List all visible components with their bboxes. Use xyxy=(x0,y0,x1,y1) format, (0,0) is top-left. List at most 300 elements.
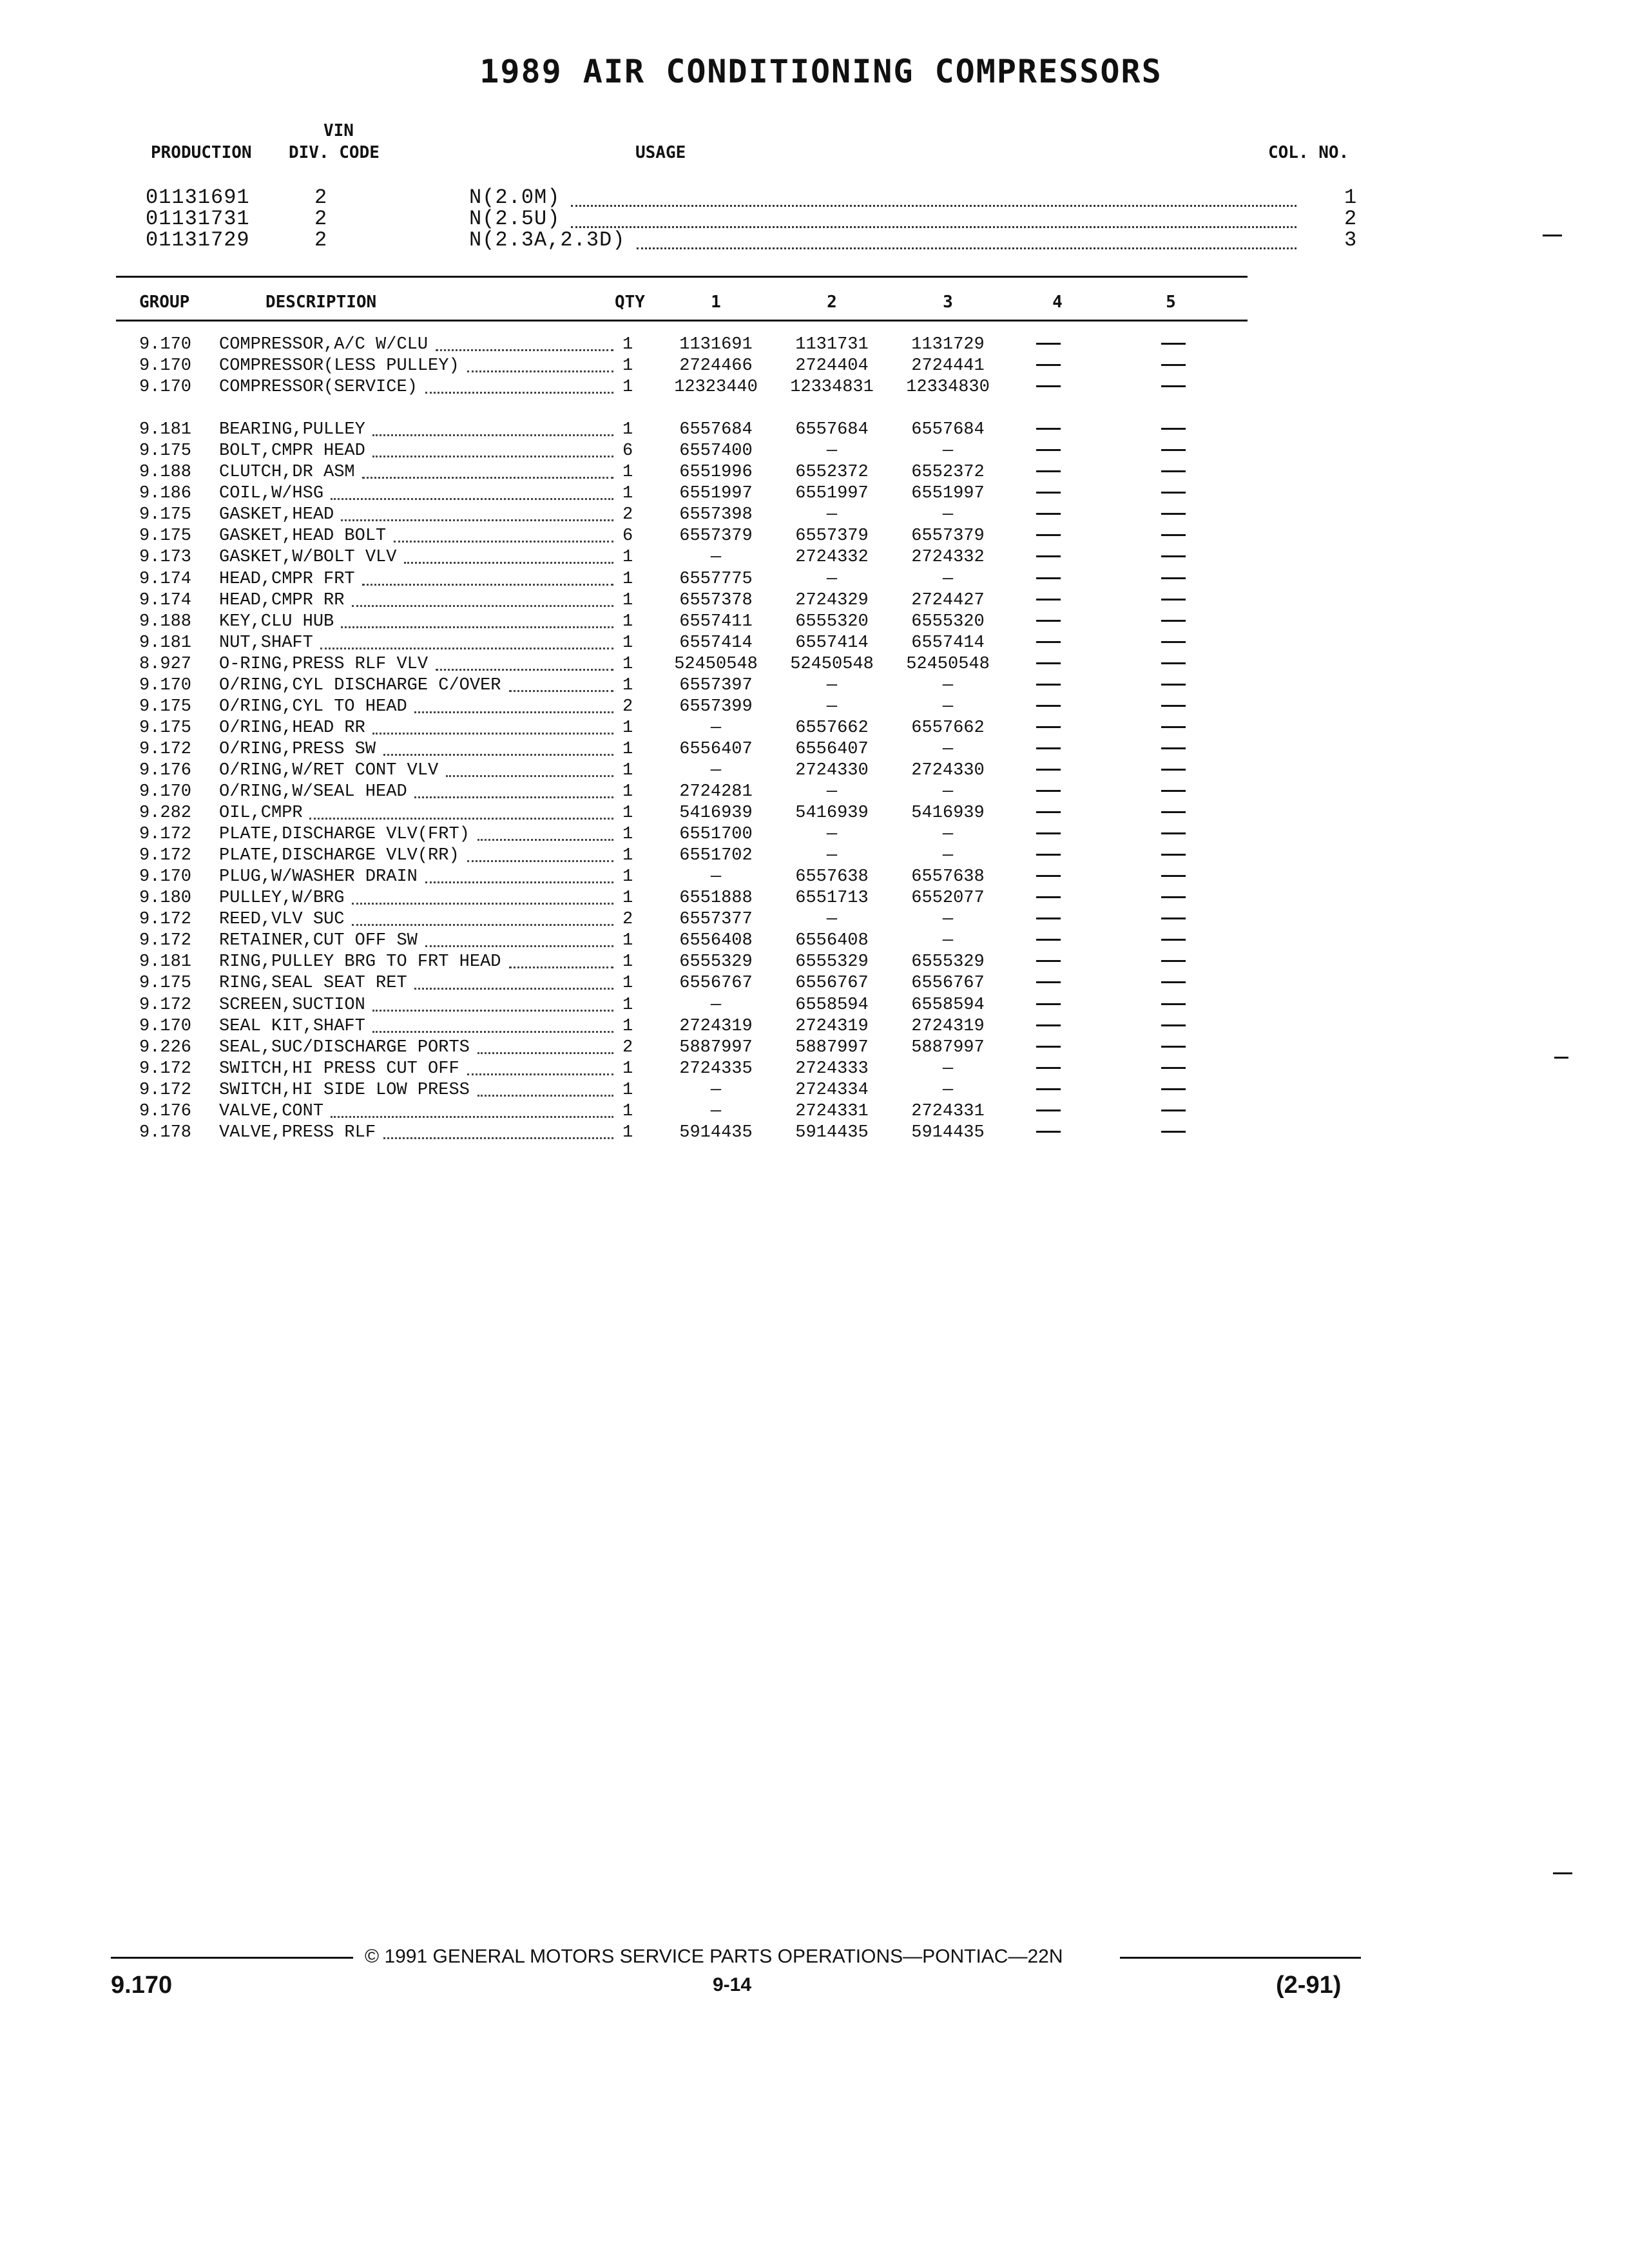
group-cell: 9.170 xyxy=(139,378,192,397)
col-5-empty-dash xyxy=(1151,1017,1196,1036)
col-5-empty-dash xyxy=(1151,378,1196,397)
group-cell: 9.188 xyxy=(139,612,192,631)
table-row xyxy=(0,356,1629,378)
group-cell: 9.181 xyxy=(139,420,192,439)
col-1-part-number: 2724335 xyxy=(679,1059,753,1079)
col-1-part-number: 52450548 xyxy=(674,655,758,674)
description-cell: O/RING,PRESS SW xyxy=(219,740,376,759)
qty-cell: 1 xyxy=(622,335,633,354)
usage-production-code: 01131731 xyxy=(146,207,250,231)
table-row xyxy=(0,526,1629,548)
col-2-part-number: 2724319 xyxy=(795,1017,869,1036)
col-1-part-number: — xyxy=(710,718,722,738)
dot-leader xyxy=(372,733,613,735)
col-4-empty-dash xyxy=(1026,718,1071,738)
col-2-part-number: 6555329 xyxy=(795,952,869,972)
col-1-header: 1 xyxy=(711,293,721,312)
qty-cell: 1 xyxy=(622,782,633,802)
description-cell: SEAL,SUC/DISCHARGE PORTS xyxy=(219,1038,470,1057)
div-code-header: DIV. CODE xyxy=(289,143,380,162)
col-1-part-number: 5416939 xyxy=(679,803,753,823)
qty-cell: 1 xyxy=(622,889,633,908)
dot-leader xyxy=(352,924,613,926)
col-2-part-number: 6556767 xyxy=(795,974,869,993)
col-4-empty-dash xyxy=(1026,1059,1071,1079)
table-row xyxy=(0,505,1629,526)
description-cell: VALVE,CONT xyxy=(219,1102,324,1121)
dot-leader xyxy=(372,1010,613,1012)
col-2-part-number: 2724331 xyxy=(795,1102,869,1121)
col-4-empty-dash xyxy=(1026,633,1071,653)
table-row xyxy=(0,612,1629,633)
qty-cell: 1 xyxy=(622,570,633,589)
description-cell: COIL,W/HSG xyxy=(219,484,324,503)
description-cell: COMPRESSOR(LESS PULLEY) xyxy=(219,356,459,376)
col-1-part-number: 6557414 xyxy=(679,633,753,653)
description-cell: O/RING,W/RET CONT VLV xyxy=(219,761,439,780)
dot-leader xyxy=(414,988,613,990)
col-3-part-number: 6557414 xyxy=(911,633,985,653)
description-cell: HEAD,CMPR RR xyxy=(219,591,345,610)
col-2-part-number: 6551997 xyxy=(795,484,869,503)
col-4-empty-dash xyxy=(1026,825,1071,844)
col-4-empty-dash xyxy=(1026,761,1071,780)
col-1-part-number: 6557377 xyxy=(679,910,753,929)
qty-cell: 1 xyxy=(622,952,633,972)
description-cell: RETAINER,CUT OFF SW xyxy=(219,931,418,950)
table-row xyxy=(0,697,1629,718)
qty-cell: 6 xyxy=(622,441,633,461)
description-cell: O/RING,W/SEAL HEAD xyxy=(219,782,407,802)
col-4-empty-dash xyxy=(1026,867,1071,887)
description-cell: NUT,SHAFT xyxy=(219,633,313,653)
group-cell: 9.175 xyxy=(139,441,192,461)
col-3-part-number: 2724330 xyxy=(911,761,985,780)
col-5-empty-dash xyxy=(1151,1123,1196,1142)
col-5-empty-dash xyxy=(1151,846,1196,865)
description-cell: SWITCH,HI SIDE LOW PRESS xyxy=(219,1081,470,1100)
col-2-part-number: — xyxy=(826,676,838,695)
col-2-part-number: 5887997 xyxy=(795,1038,869,1057)
qty-cell: 1 xyxy=(622,655,633,674)
group-cell: 9.226 xyxy=(139,1038,192,1057)
table-row xyxy=(0,1059,1629,1081)
dot-leader xyxy=(509,690,613,692)
group-cell: 9.170 xyxy=(139,335,192,354)
section-number: 9.170 xyxy=(111,1972,173,1999)
col-4-empty-dash xyxy=(1026,505,1071,524)
group-cell: 9.181 xyxy=(139,633,192,653)
dot-leader xyxy=(571,205,1296,207)
qty-cell: 1 xyxy=(622,931,633,950)
col-2-header: 2 xyxy=(827,293,837,312)
col-2-part-number: — xyxy=(826,505,838,524)
dot-leader xyxy=(383,754,614,756)
qty-cell: 1 xyxy=(622,740,633,759)
col-1-part-number: 6555329 xyxy=(679,952,753,972)
col-4-empty-dash xyxy=(1026,740,1071,759)
description-cell: O/RING,CYL TO HEAD xyxy=(219,697,407,716)
description-cell: PLATE,DISCHARGE VLV(FRT) xyxy=(219,825,470,844)
col-3-part-number: — xyxy=(942,697,954,716)
group-column-header: GROUP xyxy=(139,293,190,312)
qty-cell: 1 xyxy=(622,1081,633,1100)
col-3-part-number: 6557379 xyxy=(911,526,985,546)
dot-leader xyxy=(362,477,613,479)
usage-header: USAGE xyxy=(635,143,686,162)
col-3-part-number: — xyxy=(942,846,954,865)
description-cell: BOLT,CMPR HEAD xyxy=(219,441,365,461)
col-4-empty-dash xyxy=(1026,1123,1071,1142)
col-4-empty-dash xyxy=(1026,378,1071,397)
col-4-empty-dash xyxy=(1026,1038,1071,1057)
dot-leader xyxy=(341,519,613,521)
dot-leader xyxy=(331,498,613,500)
group-cell: 9.172 xyxy=(139,1059,192,1079)
dot-leader xyxy=(425,881,613,883)
table-row xyxy=(0,1123,1629,1144)
col-3-part-number: 2724319 xyxy=(911,1017,985,1036)
col-3-part-number: 6555329 xyxy=(911,952,985,972)
qty-cell: 2 xyxy=(622,505,633,524)
description-cell: SCREEN,SUCTION xyxy=(219,995,365,1015)
dot-leader xyxy=(509,966,613,968)
col-4-empty-dash xyxy=(1026,591,1071,610)
col-1-part-number: — xyxy=(710,867,722,887)
col-4-empty-dash xyxy=(1026,548,1071,567)
group-cell: 9.170 xyxy=(139,1017,192,1036)
col-4-header: 4 xyxy=(1052,293,1063,312)
col-3-part-number: — xyxy=(942,570,954,589)
dot-leader xyxy=(477,1095,613,1097)
col-3-part-number: 12334830 xyxy=(906,378,990,397)
qty-cell: 1 xyxy=(622,612,633,631)
production-header: PRODUCTION xyxy=(151,143,252,162)
col-3-part-number: 6557684 xyxy=(911,420,985,439)
col-5-empty-dash xyxy=(1151,633,1196,653)
qty-cell: 1 xyxy=(622,1102,633,1121)
col-2-part-number: — xyxy=(826,782,838,802)
group-cell: 9.170 xyxy=(139,676,192,695)
usage-description: N(2.0M) xyxy=(469,186,561,209)
col-1-part-number: 6551997 xyxy=(679,484,753,503)
description-cell: VALVE,PRESS RLF xyxy=(219,1123,376,1142)
col-2-part-number: 2724332 xyxy=(795,548,869,567)
col-5-empty-dash xyxy=(1151,740,1196,759)
col-4-empty-dash xyxy=(1026,1102,1071,1121)
col-4-empty-dash xyxy=(1026,952,1071,972)
page-title: 1989 AIR CONDITIONING COMPRESSORS xyxy=(479,53,1162,90)
col-5-empty-dash xyxy=(1151,335,1196,354)
qty-cell: 1 xyxy=(622,846,633,865)
table-row xyxy=(0,825,1629,846)
table-row xyxy=(0,846,1629,867)
col-5-empty-dash xyxy=(1151,463,1196,482)
usage-div-code: 2 xyxy=(314,186,328,209)
qty-cell: 1 xyxy=(622,633,633,653)
col-5-empty-dash xyxy=(1151,655,1196,674)
dot-leader xyxy=(467,1073,613,1075)
col-5-empty-dash xyxy=(1151,1081,1196,1100)
dot-leader xyxy=(467,860,613,862)
group-cell: 9.172 xyxy=(139,740,192,759)
dot-leader xyxy=(352,903,613,905)
col-2-part-number: 6557638 xyxy=(795,867,869,887)
table-row xyxy=(0,441,1629,463)
col-2-part-number: 12334831 xyxy=(790,378,874,397)
col-1-part-number: 6557379 xyxy=(679,526,753,546)
table-row xyxy=(0,718,1629,740)
col-4-empty-dash xyxy=(1026,420,1071,439)
col-5-empty-dash xyxy=(1151,931,1196,950)
qty-cell: 1 xyxy=(622,1017,633,1036)
table-row xyxy=(0,952,1629,974)
col-2-part-number: 6556408 xyxy=(795,931,869,950)
col-3-part-number: 5416939 xyxy=(911,803,985,823)
description-cell: REED,VLV SUC xyxy=(219,910,345,929)
col-3-part-number: 6555320 xyxy=(911,612,985,631)
qty-column-header: QTY xyxy=(615,293,645,312)
col-no-header: COL. NO. xyxy=(1268,143,1349,162)
usage-description: N(2.3A,2.3D) xyxy=(469,228,626,252)
table-row xyxy=(0,1038,1629,1059)
usage-div-code: 2 xyxy=(314,228,328,252)
col-2-part-number: — xyxy=(826,825,838,844)
description-cell: RING,PULLEY BRG TO FRT HEAD xyxy=(219,952,501,972)
description-cell: RING,SEAL SEAT RET xyxy=(219,974,407,993)
col-3-part-number: — xyxy=(942,740,954,759)
dot-leader xyxy=(372,1031,613,1033)
dot-leader xyxy=(309,818,613,820)
col-5-empty-dash xyxy=(1151,526,1196,546)
col-5-empty-dash xyxy=(1151,952,1196,972)
group-cell: 9.174 xyxy=(139,570,192,589)
col-5-empty-dash xyxy=(1151,867,1196,887)
col-1-part-number: 6551702 xyxy=(679,846,753,865)
group-cell: 9.176 xyxy=(139,1102,192,1121)
col-1-part-number: 6557775 xyxy=(679,570,753,589)
col-5-empty-dash xyxy=(1151,889,1196,908)
col-1-part-number: 5914435 xyxy=(679,1123,753,1142)
col-2-part-number: 6558594 xyxy=(795,995,869,1015)
col-4-empty-dash xyxy=(1026,697,1071,716)
margin-mark xyxy=(1554,1057,1568,1059)
col-5-empty-dash xyxy=(1151,1038,1196,1057)
usage-description: N(2.5U) xyxy=(469,207,561,231)
col-2-part-number: 6557414 xyxy=(795,633,869,653)
group-cell: 9.175 xyxy=(139,974,192,993)
col-5-empty-dash xyxy=(1151,910,1196,929)
qty-cell: 1 xyxy=(622,378,633,397)
dot-leader xyxy=(446,775,613,777)
description-cell: SEAL KIT,SHAFT xyxy=(219,1017,365,1036)
col-4-empty-dash xyxy=(1026,484,1071,503)
col-3-part-number: 6557638 xyxy=(911,867,985,887)
dot-leader xyxy=(414,796,613,798)
dot-leader xyxy=(331,1116,613,1118)
description-cell: COMPRESSOR,A/C W/CLU xyxy=(219,335,429,354)
col-3-part-number: — xyxy=(942,1059,954,1079)
dot-leader xyxy=(383,1137,614,1139)
margin-mark xyxy=(1543,235,1562,236)
col-1-part-number: — xyxy=(710,1102,722,1121)
description-cell: O-RING,PRESS RLF VLV xyxy=(219,655,429,674)
table-row xyxy=(0,570,1629,591)
col-3-part-number: 6557662 xyxy=(911,718,985,738)
group-cell: 9.172 xyxy=(139,910,192,929)
table-row xyxy=(0,676,1629,697)
col-5-empty-dash xyxy=(1151,995,1196,1015)
col-5-empty-dash xyxy=(1151,825,1196,844)
description-cell: PLATE,DISCHARGE VLV(RR) xyxy=(219,846,459,865)
col-3-header: 3 xyxy=(943,293,953,312)
table-row xyxy=(0,995,1629,1017)
col-1-part-number: — xyxy=(710,1081,722,1100)
table-row xyxy=(0,1017,1629,1038)
col-5-empty-dash xyxy=(1151,697,1196,716)
footer-rule-right xyxy=(1120,1957,1361,1959)
col-5-empty-dash xyxy=(1151,420,1196,439)
col-4-empty-dash xyxy=(1026,974,1071,993)
col-5-empty-dash xyxy=(1151,484,1196,503)
col-4-empty-dash xyxy=(1026,931,1071,950)
col-4-empty-dash xyxy=(1026,782,1071,802)
col-1-part-number: 2724466 xyxy=(679,356,753,376)
col-1-part-number: 6556767 xyxy=(679,974,753,993)
qty-cell: 2 xyxy=(622,1038,633,1057)
col-5-empty-dash xyxy=(1151,1102,1196,1121)
description-cell: CLUTCH,DR ASM xyxy=(219,463,355,482)
description-cell: GASKET,HEAD xyxy=(219,505,334,524)
qty-cell: 1 xyxy=(622,591,633,610)
dot-leader xyxy=(436,669,613,671)
col-4-empty-dash xyxy=(1026,1017,1071,1036)
revision-date: (2-91) xyxy=(1276,1972,1342,1999)
col-5-empty-dash xyxy=(1151,441,1196,461)
dot-leader xyxy=(320,648,613,649)
header-rule xyxy=(116,320,1248,322)
vin-header: VIN xyxy=(323,121,354,140)
dot-leader xyxy=(352,605,613,607)
qty-cell: 1 xyxy=(622,1123,633,1142)
col-3-part-number: 5887997 xyxy=(911,1038,985,1057)
col-4-empty-dash xyxy=(1026,612,1071,631)
table-row xyxy=(0,378,1629,399)
col-2-part-number: 6557379 xyxy=(795,526,869,546)
qty-cell: 1 xyxy=(622,420,633,439)
col-3-part-number: — xyxy=(942,1081,954,1100)
group-cell: 9.172 xyxy=(139,995,192,1015)
col-5-empty-dash xyxy=(1151,505,1196,524)
col-4-empty-dash xyxy=(1026,335,1071,354)
description-cell: BEARING,PULLEY xyxy=(219,420,365,439)
col-3-part-number: 6558594 xyxy=(911,995,985,1015)
col-3-part-number: 6552372 xyxy=(911,463,985,482)
qty-cell: 1 xyxy=(622,548,633,567)
col-5-empty-dash xyxy=(1151,612,1196,631)
qty-cell: 1 xyxy=(622,356,633,376)
qty-cell: 1 xyxy=(622,803,633,823)
copyright-text: © 1991 GENERAL MOTORS SERVICE PARTS OPERATIONS—PONTIAC—22N xyxy=(365,1946,1063,1967)
col-4-empty-dash xyxy=(1026,889,1071,908)
col-1-part-number: 5887997 xyxy=(679,1038,753,1057)
dot-leader xyxy=(414,711,613,713)
top-rule xyxy=(116,276,1248,278)
col-4-empty-dash xyxy=(1026,441,1071,461)
col-1-part-number: 1131691 xyxy=(679,335,753,354)
col-2-part-number: 6551713 xyxy=(795,889,869,908)
qty-cell: 1 xyxy=(622,1059,633,1079)
col-1-part-number: 6557399 xyxy=(679,697,753,716)
col-2-part-number: — xyxy=(826,441,838,461)
description-cell: GASKET,HEAD BOLT xyxy=(219,526,387,546)
page-number: 9-14 xyxy=(713,1974,752,1995)
col-4-empty-dash xyxy=(1026,676,1071,695)
group-cell: 9.170 xyxy=(139,356,192,376)
group-cell: 9.175 xyxy=(139,718,192,738)
col-3-part-number: 2724427 xyxy=(911,591,985,610)
col-3-part-number: 6552077 xyxy=(911,889,985,908)
col-1-part-number: 6556407 xyxy=(679,740,753,759)
dot-leader xyxy=(477,839,613,841)
col-2-part-number: 6557662 xyxy=(795,718,869,738)
description-cell: O/RING,HEAD RR xyxy=(219,718,365,738)
description-column-header: DESCRIPTION xyxy=(265,293,377,312)
table-row xyxy=(0,591,1629,612)
col-1-part-number: 6551888 xyxy=(679,889,753,908)
col-4-empty-dash xyxy=(1026,803,1071,823)
qty-cell: 1 xyxy=(622,484,633,503)
col-1-part-number: 2724281 xyxy=(679,782,753,802)
col-1-part-number: — xyxy=(710,995,722,1015)
table-row xyxy=(0,910,1629,931)
group-cell: 9.172 xyxy=(139,931,192,950)
table-row xyxy=(0,548,1629,569)
dot-leader xyxy=(404,562,613,564)
col-1-part-number: 6557378 xyxy=(679,591,753,610)
col-5-empty-dash xyxy=(1151,803,1196,823)
col-1-part-number: 6557684 xyxy=(679,420,753,439)
qty-cell: 1 xyxy=(622,463,633,482)
col-1-part-number: 6557400 xyxy=(679,441,753,461)
group-cell: 9.180 xyxy=(139,889,192,908)
col-3-part-number: — xyxy=(942,931,954,950)
col-4-empty-dash xyxy=(1026,846,1071,865)
col-3-part-number: 52450548 xyxy=(906,655,990,674)
col-4-empty-dash xyxy=(1026,995,1071,1015)
table-row xyxy=(0,335,1629,356)
col-2-part-number: 2724330 xyxy=(795,761,869,780)
col-2-part-number: 1131731 xyxy=(795,335,869,354)
table-row xyxy=(0,761,1629,782)
usage-column-number: 3 xyxy=(1344,228,1358,252)
col-3-part-number: 2724331 xyxy=(911,1102,985,1121)
col-5-empty-dash xyxy=(1151,761,1196,780)
col-1-part-number: — xyxy=(710,548,722,567)
col-1-part-number: 6551700 xyxy=(679,825,753,844)
qty-cell: 1 xyxy=(622,867,633,887)
col-3-part-number: 6556767 xyxy=(911,974,985,993)
description-cell: HEAD,CMPR FRT xyxy=(219,570,355,589)
group-cell: 9.174 xyxy=(139,591,192,610)
qty-cell: 1 xyxy=(622,974,633,993)
col-1-part-number: — xyxy=(710,761,722,780)
col-5-empty-dash xyxy=(1151,548,1196,567)
description-cell: SWITCH,HI PRESS CUT OFF xyxy=(219,1059,459,1079)
dot-leader xyxy=(467,370,613,372)
dot-leader xyxy=(372,434,613,436)
group-cell: 9.172 xyxy=(139,846,192,865)
